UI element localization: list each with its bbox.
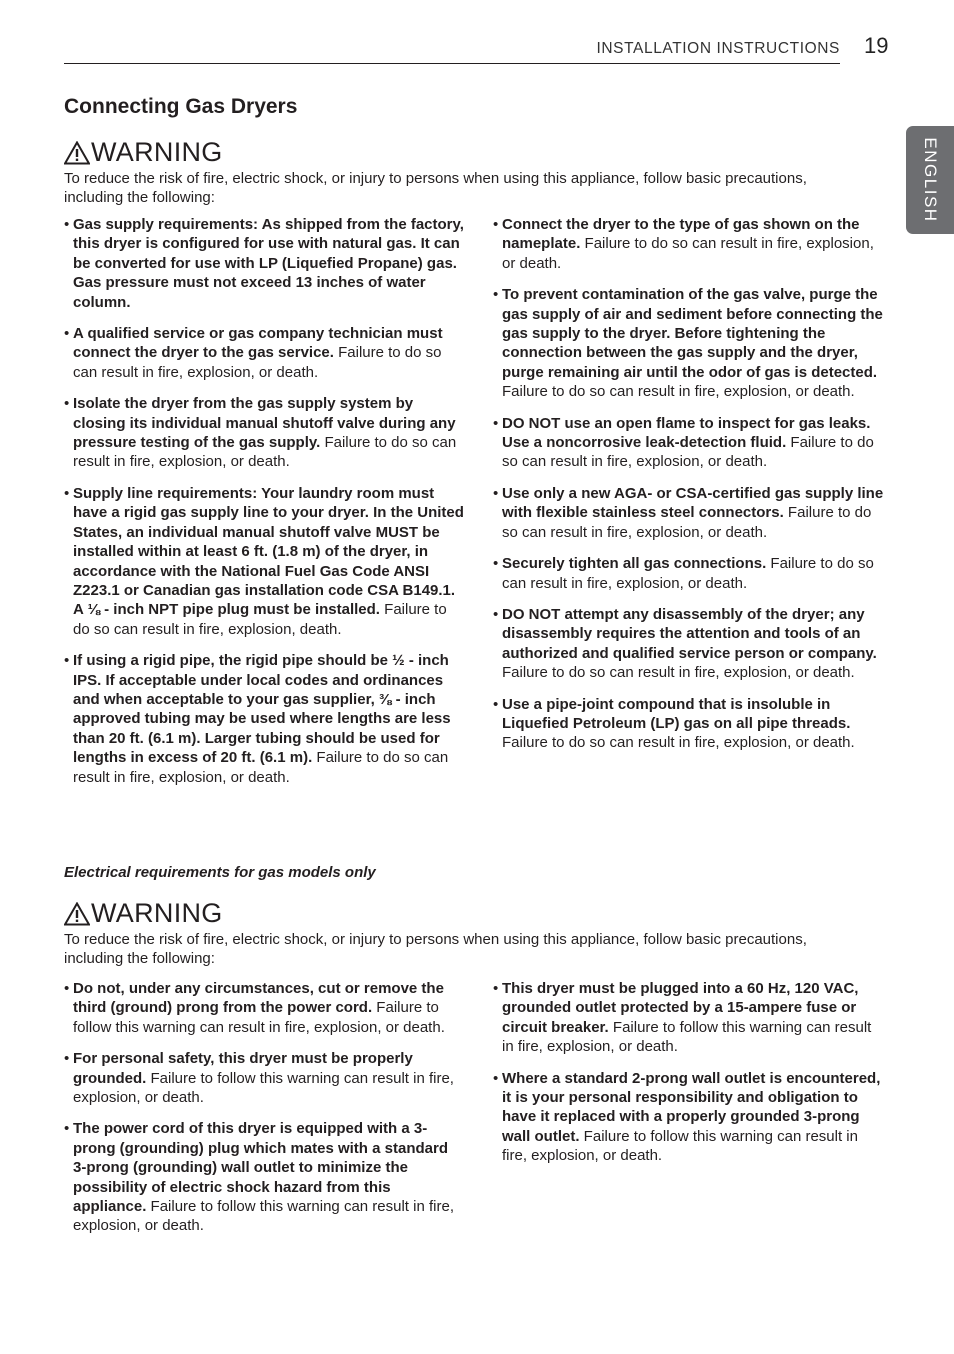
item-bold-text: Do not, under any circumstances, cut or remove the third (ground) prong from the power cord.	[73, 980, 444, 1017]
item-bold-text: DO NOT use an open flame to inspect for gas leaks. Use a noncorrosive leak-detection fluid.	[502, 414, 871, 452]
item-bold-text: Use only a new AGA- or CSA-certified gas supply line with flexible stainless steel connectors.	[502, 484, 884, 522]
warning1-left-list	[64, 215, 464, 787]
item-bold-text: DO NOT attempt any disassembly of the dryer; any disassembly requires the attention and tools of an authorized and qualified service person or company.	[502, 605, 877, 662]
warning-list-item	[493, 605, 889, 683]
warning-list-item	[64, 1049, 464, 1107]
item-plain-text: Failure to follow this warning can result in fire, explosion, or death.	[502, 1127, 858, 1165]
item-plain-text: Failure to do so can result in fire, explosion, or death.	[502, 555, 874, 592]
item-plain-text: Failure to do so can result in fire, explosion, or death.	[502, 235, 874, 272]
item-bold-text: For personal safety, this dryer must be properly grounded.	[73, 1050, 413, 1087]
warning-list-item	[64, 394, 464, 472]
item-bold-text: This dryer must be plugged into a 60 Hz, 120 VAC, grounded outlet protected by a 15-ampere fuse or circuit breaker.	[502, 980, 859, 1036]
item-bold-text: Where a standard 2-prong wall outlet is encountered, it is your personal responsibility and obligation to have it replaced with a properly grounded 3-prong wall outlet.	[502, 1069, 881, 1145]
item-bold-text: Connect the dryer to the type of gas shown on the nameplate.	[502, 216, 860, 253]
warning-title: WARNING	[91, 898, 223, 928]
item-plain-text: Failure to do so can result in fire, explosion, or death.	[502, 664, 855, 682]
warning1-right-list	[493, 215, 889, 753]
language-tab-label: ENGLISH	[921, 137, 940, 223]
item-bold-text: Use a pipe-joint compound that is insoluble in Liquefied Petroleum (LP) gas on all pipe threads.	[502, 695, 851, 732]
warning-list-item	[64, 979, 464, 1037]
item-plain-text: Failure to do so can result in fire, explosion, or death.	[73, 344, 442, 381]
item-bold-text: A qualified service or gas company technician must connect the dryer to the gas service.	[73, 325, 443, 362]
item-bold-text: Gas supply requirements: As shipped from the factory, this dryer is configured for use with natural gas. It can be converted for use with LP (Liquefied Propane) gas. Gas pressure must not exceed 13 inches of water column.	[73, 216, 464, 311]
warning-list-item	[64, 1119, 464, 1235]
warning-list-item	[493, 285, 889, 401]
warning2-right-list	[493, 979, 885, 1166]
warning-list-item	[64, 324, 464, 382]
item-plain-text: Failure to do so can result in fire, explosion, or death.	[502, 383, 855, 401]
warning-heading-1	[64, 137, 223, 168]
warning2-left-column	[64, 979, 464, 1248]
warning-list-item	[493, 215, 889, 273]
warning-list-item	[64, 484, 464, 639]
item-bold-text: To prevent contamination of the gas valve, purge the gas supply of air and sediment before connecting the gas supply to the dryer. Before tightening the connection between the gas supply and the dryer, purge remaining air until the odor of gas is detected.	[502, 286, 883, 381]
item-plain-text: Failure to do so can result in fire, explosion, or death.	[502, 434, 874, 471]
item-plain-text: Failure to follow this warning can result in fire, explosion, or death.	[502, 1018, 872, 1056]
warning-heading-2	[64, 898, 223, 929]
item-bold-text: Supply line requirements: Your laundry room must have a rigid gas supply line to your dryer. In the United States, an individual manual shutoff valve MUST be installed within at least 6 ft. (1.8 m) of the dryer, in accordance with the National Fuel Gas Code ANSI Z223.1 or Canadian gas installation code CSA B149.1. A ⅛ - inch NPT pipe plug must be installed.	[73, 484, 464, 619]
item-plain-text: Failure to do so can result in fire, explosion, or death.	[502, 734, 855, 752]
warning-list-item	[64, 651, 464, 787]
item-bold-text: The power cord of this dryer is equipped with a 3-prong (grounding) plug which mates with a standard 3-prong (grounding) wall outlet to minimize the possibility of electric shock hazard from this appliance.	[73, 1120, 448, 1216]
item-bold-text: Isolate the dryer from the gas supply system by closing its individual manual shutoff valve during any pressure testing of the gas supply.	[73, 395, 456, 452]
item-plain-text: Failure to do so can result in fire, explosion, or death.	[73, 434, 457, 471]
warning-list-item	[493, 484, 889, 542]
warning-intro-2: To reduce the risk of fire, electric shock, or injury to persons when using this appliance, follow basic precautions, including the following:	[64, 931, 807, 968]
item-bold-text: If using a rigid pipe, the rigid pipe should be ½ - inch IPS. If acceptable under local codes and ordinances and when acceptable to your gas supplier, ⅜ - inch approved tubing may be used where lengths are less than 20 ft. (6.1 m). Larger tubing should be used for lengths in excess of 20 ft. (6.1 m).	[73, 652, 451, 767]
language-tab	[906, 126, 954, 234]
page-number: 19	[864, 33, 889, 58]
item-plain-text: Failure to do so can result in fire, explosion, death.	[73, 601, 447, 638]
electrical-subheading: Electrical requirements for gas models only	[64, 864, 376, 881]
header-rule	[64, 63, 840, 64]
warning-title: WARNING	[91, 137, 223, 167]
warning2-left-list	[64, 979, 464, 1236]
item-plain-text: Failure to do so can result in fire, explosion, or death.	[73, 749, 449, 786]
warning-list-item	[64, 215, 464, 312]
warning2-right-column	[493, 979, 885, 1178]
warning-intro-1: To reduce the risk of fire, electric shock, or injury to persons when using this appliance, follow basic precautions, including the following:	[64, 170, 807, 207]
warning-list-item	[493, 1069, 885, 1166]
warning1-left-column	[64, 215, 464, 799]
item-plain-text: Failure to follow this warning can result in fire, explosion, or death.	[73, 999, 445, 1036]
warning-list-item	[493, 695, 889, 753]
warning-triangle-icon	[64, 902, 90, 926]
page-title: Connecting Gas Dryers	[64, 95, 298, 118]
header-section: INSTALLATION INSTRUCTIONS	[596, 40, 840, 57]
item-plain-text: Failure to follow this warning can result in fire, explosion, or death.	[73, 1069, 454, 1107]
item-plain-text: Failure to do so can result in fire, explosion, or death.	[502, 504, 872, 541]
warning-triangle-icon	[64, 141, 90, 165]
warning-list-item	[493, 554, 889, 593]
item-plain-text: Failure to follow this warning can result in fire, explosion, or death.	[73, 1198, 454, 1235]
warning1-right-column	[493, 215, 889, 765]
warning-list-item	[493, 414, 889, 472]
item-bold-text: Securely tighten all gas connections.	[502, 555, 767, 573]
warning-list-item	[493, 979, 885, 1057]
